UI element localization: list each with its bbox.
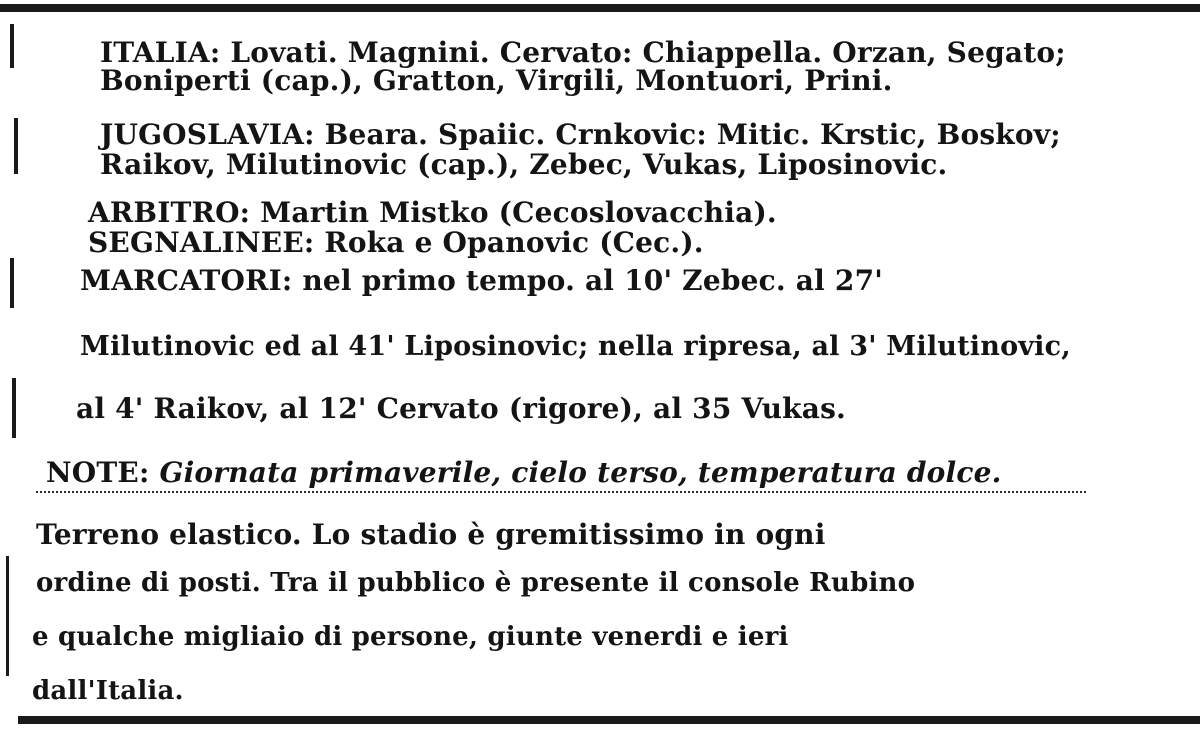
- clipped-text-fragment: [36, 488, 1086, 494]
- notes-label: NOTE:: [46, 456, 150, 489]
- scorers-line-1: [80, 264, 883, 298]
- notes-line-5: [32, 674, 184, 708]
- lineup-yugoslavia-label: JUGOSLAVIA:: [100, 118, 315, 151]
- scorers-text-1: nel primo tempo. al 10' Zebec. al 27': [302, 264, 884, 297]
- margin-bar: [6, 556, 9, 676]
- bottom-rule: [18, 716, 1200, 724]
- lineup-yugoslavia-line-2: [100, 148, 948, 182]
- referee-text: Martin Mistko (Cecoslovacchia).: [260, 196, 777, 229]
- margin-bar: [12, 378, 16, 438]
- scorers-text-2: Milutinovic ed al 41' Liposinovic; nella ripresa, al 3' Milutinovic,: [80, 331, 1071, 362]
- lineup-yugoslavia-line-1: [100, 118, 1061, 152]
- scorers-text-3: al 4' Raikov, al 12' Cervato (rigore), al 35 Vukas.: [76, 392, 847, 425]
- top-rule: [0, 4, 1200, 12]
- lineup-yugoslavia-text-2: Raikov, Milutinovic (cap.), Zebec, Vukas, Liposinovic.: [100, 148, 948, 181]
- lineup-italy-text-2: Boniperti (cap.), Gratton, Virgili, Montuori, Prini.: [100, 64, 893, 97]
- notes-text-3: ordine di posti. Tra il pubblico è presente il console Rubino: [36, 568, 916, 598]
- linesmen-label: SEGNALINEE:: [88, 226, 315, 259]
- lineup-italy-line-2: [100, 64, 893, 98]
- notes-line-4: [32, 620, 789, 654]
- lineup-yugoslavia-text-1: Beara. Spaiic. Crnkovic: Mitic. Krstic, Boskov;: [324, 118, 1061, 151]
- notes-text-5: dall'Italia.: [32, 676, 184, 706]
- lineup-italy-text-1: Lovati. Magnini. Cervato: Chiappella. Orzan, Segato;: [230, 36, 1066, 69]
- notes-line-3: [36, 566, 915, 600]
- scorers-line-2: [80, 330, 1071, 364]
- notes-line-1: [46, 456, 1002, 490]
- margin-bar: [10, 24, 14, 68]
- notes-text-4: e qualche migliaio di persone, giunte venerdi e ieri: [32, 622, 789, 652]
- linesmen-line: [88, 226, 704, 260]
- referee-line: [88, 196, 777, 230]
- linesmen-text: Roka e Opanovic (Cec.).: [324, 226, 704, 259]
- margin-bar: [10, 258, 14, 308]
- notes-text-1: Giornata primaverile, cielo terso, temperatura dolce.: [159, 456, 1002, 489]
- referee-label: ARBITRO:: [88, 196, 251, 229]
- scorers-label: MARCATORI:: [80, 264, 293, 297]
- notes-text-2: Terreno elastico. Lo stadio è gremitissimo in ogni: [36, 518, 826, 551]
- notes-line-2: [36, 518, 826, 552]
- scorers-line-3: [76, 392, 846, 426]
- margin-bar: [14, 118, 18, 174]
- lineup-italy-label: ITALIA:: [100, 36, 221, 69]
